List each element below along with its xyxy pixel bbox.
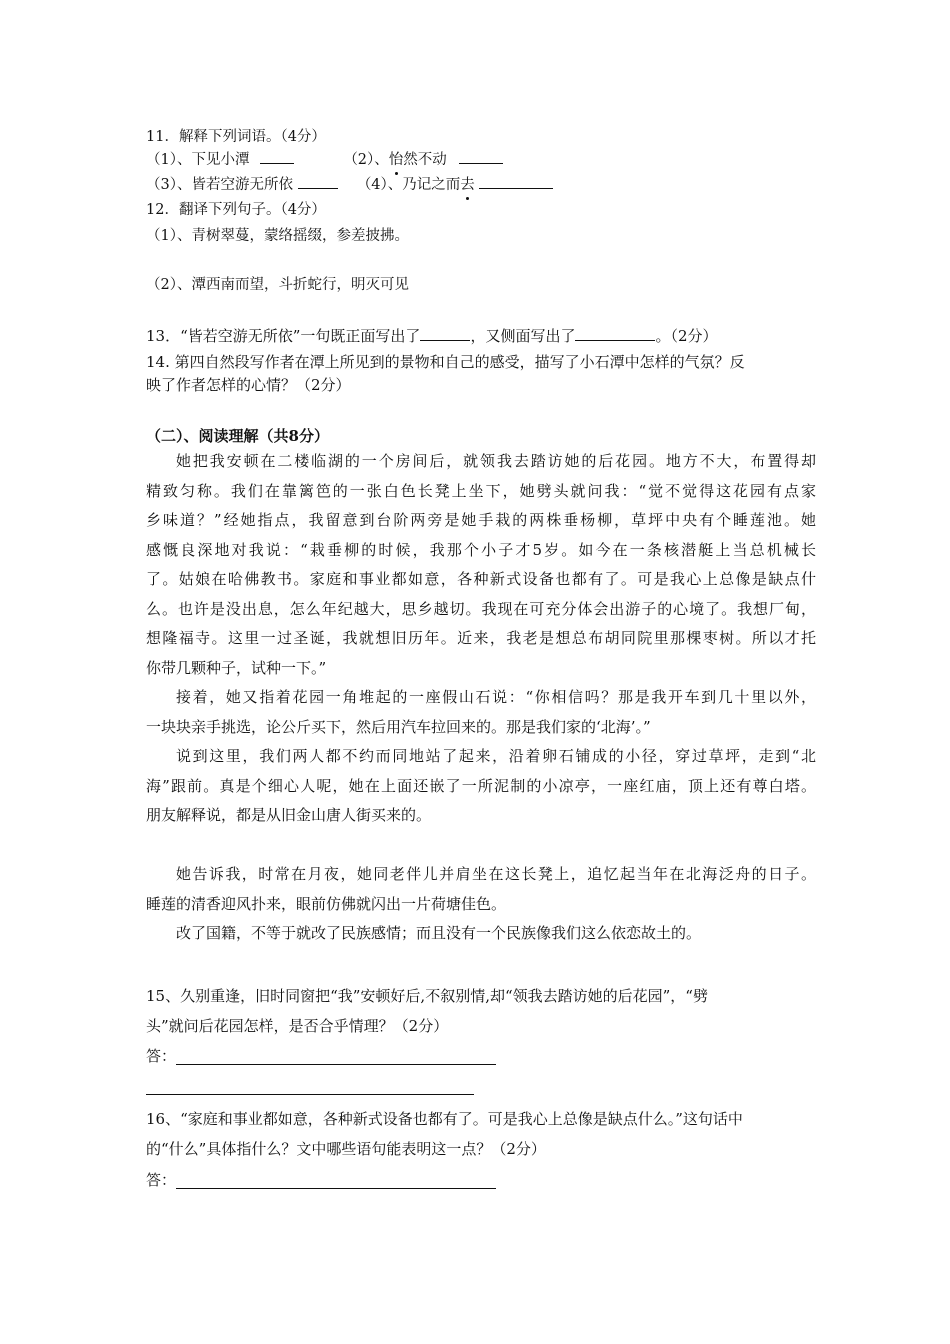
q11-item-2-label: （2）、怡然不动 (343, 152, 446, 168)
q15-answer-line-1[interactable] (176, 1064, 496, 1065)
q13: 13．“皆若空游无所依”一句既正面写出了 ，又侧面写出了 。（2分） (146, 327, 718, 345)
q11-item-2-blank[interactable] (459, 149, 503, 164)
q15-line-1: 15、久别重逢，旧时同窗把“我”安顿好后,不叙别情,却“领我去踏访她的后花园”，“劈 (146, 987, 708, 1005)
q11-item-1-label: （1）、下见小潭 (146, 152, 250, 168)
q16-line-2: 的“什么”具体指什么？文中哪些语句能表明这一点？（2分） (146, 1140, 546, 1158)
q12-sentence-2: （2）、潭西南而望，斗折蛇行，明灭可见 (146, 277, 409, 293)
q11-item-4-label: （4）、乃记之而去 (357, 177, 475, 193)
q11-item-3-blank[interactable] (298, 174, 338, 189)
q13-blank-2[interactable] (575, 326, 655, 341)
section-2-heading: （二）、阅读理解（共8分） (146, 427, 329, 445)
q11-item-1-blank[interactable] (260, 149, 294, 164)
q15-answer-label: 答： (146, 1047, 177, 1065)
q12-title: 12．翻译下列句子。（4分） (146, 202, 326, 218)
passage-paragraph-5: 改了国籍，不等于就改了民族感情；而且没有一个民族像我们这么依恋故土的。 (176, 924, 702, 942)
q12-sentence-1: （1）、青树翠蔓，蒙络摇缀，参差披拂。 (146, 228, 409, 244)
q11-title: 11．解释下列词语。（4分） (146, 129, 326, 145)
q11-item-3-label: （3）、皆若空游无所依 (146, 177, 293, 193)
q15-answer-line-2[interactable] (146, 1094, 474, 1095)
q11-row-1 (146, 149, 503, 171)
q11-item-4-blank[interactable] (479, 174, 553, 189)
q14-line-2: 映了作者怎样的心情？（2分） (146, 376, 351, 394)
passage-paragraph-2: 接着，她又指着花园一角堆起的一座假山石说：“你相信吗？那是我开车到几十里以外， 一块块亲手挑选，论公斤买下，然后用汽车拉回来的。那是我们家的‘北海’。” (146, 688, 816, 736)
q16-answer-label: 答： (146, 1171, 177, 1189)
q13-blank-1[interactable] (420, 326, 470, 341)
q15-line-2: 头”就问后花园怎样，是否合乎情理？（2分） (146, 1017, 449, 1035)
q16-line-1: 16、“家庭和事业都如意，各种新式设备也都有了。可是我心上总像是缺点什么。”这句话中 (146, 1110, 743, 1128)
passage-paragraph-3: 说到这里，我们两人都不约而同地站了起来，沿着卵石铺成的小径，穿过草坪，走到“北 海”跟前。真是个细心人呢，她在上面还嵌了一所泥制的小凉亭，一座红庙，顶上还有尊白塔。 朋友解释说，都是从旧金山唐人街买来的。 (146, 747, 816, 824)
q16-answer-line[interactable] (176, 1188, 496, 1189)
q11-row-2 (146, 174, 553, 196)
passage-paragraph-4: 她告诉我，时常在月夜，她同老伴儿并肩坐在这长凳上，追忆起当年在北海泛舟的日子。 睡莲的清香迎风扑来，眼前仿佛就闪出一片荷塘佳色。 (146, 865, 816, 913)
q14-line-1: 14. 第四自然段写作者在潭上所见到的景物和自己的感受，描写了小石潭中怎样的气氛？反 (146, 353, 745, 371)
passage-paragraph-1: 她把我安顿在二楼临湖的一个房间后，就领我去踏访她的后花园。地方不大，布置得却 精致匀称。我们在靠篱笆的一张白色长凳上坐下，她劈头就问我：“觉不觉得这花园有点家 乡味道？”经她指点，我留意到台阶两旁是她手栽的两株垂杨柳，草坪中央有个睡莲池。她 感慨良深地对我说：“栽垂柳的时候，我那个小子才5岁。如今在一条核潜艇上当总机械长 了。姑娘在哈佛教书。家庭和事业都如意，各种新式设备也都有了。可是我心上总像是缺点什 么。也许是没出息，怎么年纪越大，思乡越切。我现在可充分体会出游子的心境了。我想厂甸， 想隆福寺。这里一过圣诞，我就想旧历年。近来，我老是想总布胡同院里那棵枣树。所以才托 你带几颗种子，试种一下。” (146, 452, 816, 677)
